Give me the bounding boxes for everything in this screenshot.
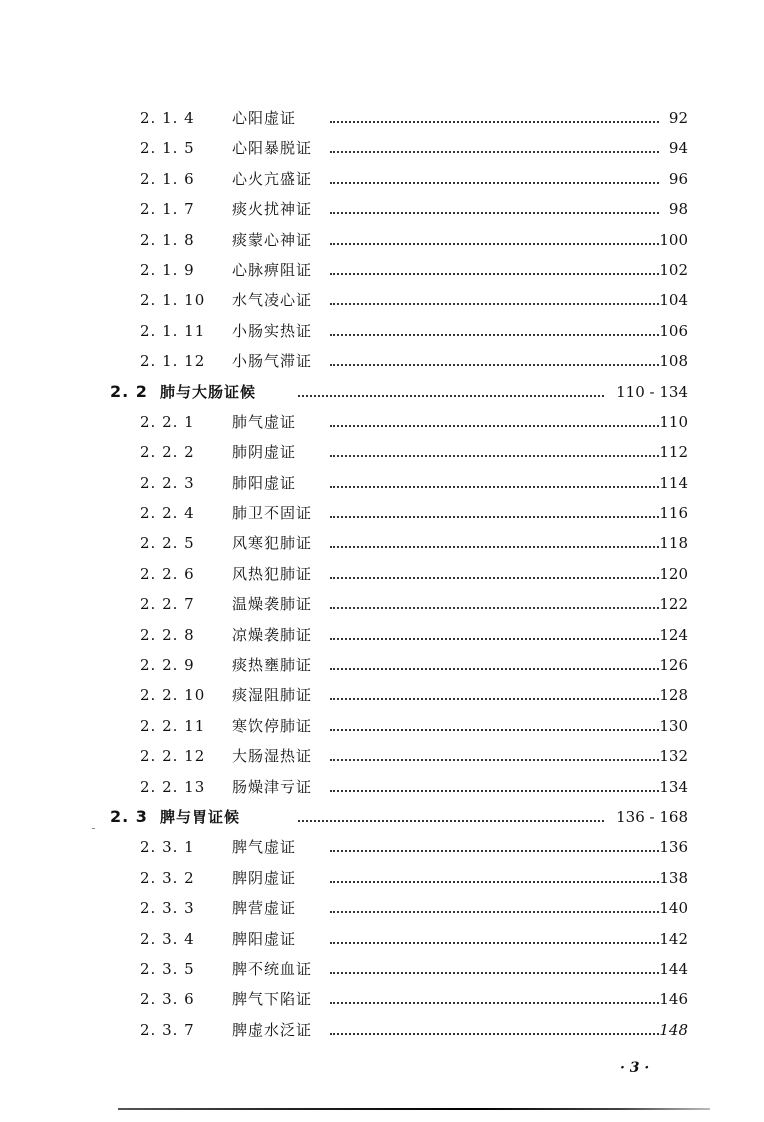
toc-entry-number: 2. 1. 6 [140, 169, 195, 188]
toc-entry-number: 2. 2. 7 [140, 595, 195, 614]
dot-leader [330, 182, 659, 184]
dot-leader [330, 790, 659, 792]
toc-entry [0, 772, 764, 802]
dot-leader [330, 151, 659, 153]
toc-entry-number: 2. 1. 10 [140, 291, 206, 310]
dot-leader [330, 607, 659, 609]
toc-entry-page: 124 [659, 625, 688, 644]
toc-entry-title: 肺阴虚证 [232, 443, 297, 462]
dot-leader [330, 850, 659, 852]
dot-leader [330, 334, 659, 336]
toc-entry-page: 110 - 134 [616, 382, 688, 401]
toc-entry-title: 肺卫不固证 [232, 504, 313, 523]
dot-leader [330, 425, 659, 427]
toc-entry-title: 小肠实热证 [232, 321, 313, 340]
toc-entry-number: 2. 2. 4 [140, 504, 195, 523]
dot-leader [330, 759, 659, 761]
toc-entry-title: 小肠气滞证 [232, 352, 313, 371]
toc-entry [0, 133, 764, 163]
toc-entry-page: 106 [659, 321, 688, 340]
toc-entry-page: 128 [659, 686, 688, 705]
toc-entry-title: 风热犯肺证 [232, 564, 313, 583]
toc-entry-page: 94 [668, 139, 688, 158]
toc-entry-title: 脾营虚证 [232, 899, 297, 918]
toc-entry-page: 112 [659, 443, 688, 462]
toc-entry-number: 2. 3. 3 [140, 899, 195, 918]
toc-entry-number: 2. 2. 5 [140, 534, 195, 553]
toc-entry-page: 146 [659, 990, 688, 1009]
toc-entry-page: 130 [659, 716, 688, 735]
toc-entry [0, 832, 764, 862]
toc-entry-number: 2. 1. 7 [140, 200, 195, 219]
toc-entry-number: 2. 3. 1 [140, 838, 195, 857]
toc-entry-page: 144 [659, 959, 688, 978]
toc-entry-title: 痰火扰神证 [232, 200, 313, 219]
toc-entry-number: 2. 3. 6 [140, 990, 195, 1009]
toc-entry-title: 痰湿阻肺证 [232, 686, 313, 705]
toc-entry-page: 148 [659, 1020, 688, 1039]
toc-entry [0, 1015, 764, 1045]
dot-leader [330, 212, 659, 214]
toc-entry-title: 脾不统血证 [232, 959, 313, 978]
bottom-rule [118, 1108, 710, 1110]
toc-entry [0, 528, 764, 558]
dot-leader [330, 364, 659, 366]
toc-entry [0, 285, 764, 315]
dot-leader [330, 729, 659, 731]
toc-entry-number: 2. 2. 10 [140, 686, 206, 705]
toc-entry-number: 2. 3. 7 [140, 1020, 195, 1039]
toc-entry-number: 2. 1. 12 [140, 352, 206, 371]
toc-entry [0, 346, 764, 376]
toc-entry-number: 2. 2. 8 [140, 625, 195, 644]
toc-entry-title: 大肠湿热证 [232, 747, 313, 766]
dot-leader [330, 486, 659, 488]
toc-entry [0, 924, 764, 954]
toc-entry-number: 2. 1. 9 [140, 260, 195, 279]
toc-entry [0, 650, 764, 680]
toc-entry-title: 脾气下陷证 [232, 990, 313, 1009]
toc-entry-page: 96 [668, 169, 688, 188]
toc-entry [0, 620, 764, 650]
toc-entry-number: 2. 3. 5 [140, 959, 195, 978]
toc-entry-title: 肠燥津亏证 [232, 777, 313, 796]
toc-entry-page: 92 [668, 109, 688, 127]
dot-leader [330, 911, 659, 913]
toc-entry [0, 437, 764, 467]
dot-leader [330, 942, 659, 944]
toc-entry-number: 2. 1. 5 [140, 139, 195, 158]
toc-entry-number: 2. 2. 9 [140, 656, 195, 675]
toc-entry-page: 136 - 168 [616, 807, 688, 826]
toc-entry [0, 893, 764, 923]
dot-leader [330, 881, 659, 883]
toc-entry-number: 2. 2. 12 [140, 747, 206, 766]
toc-entry-title: 脾气虚证 [232, 838, 297, 857]
toc-entry [0, 863, 764, 893]
dot-leader [298, 395, 604, 397]
dot-leader [330, 1002, 659, 1004]
toc-entry-title: 肺气虚证 [232, 412, 297, 431]
toc-entry-title: 心阳虚证 [232, 109, 297, 127]
toc-entry [0, 589, 764, 619]
toc-section-entry [0, 802, 764, 832]
toc-entry-number: 2. 3 [110, 806, 148, 826]
dot-leader [330, 121, 659, 123]
toc-entry-title: 脾与胃证候 [160, 807, 241, 826]
toc-entry-page: 118 [659, 534, 688, 553]
toc-section-entry [0, 377, 764, 407]
toc-entry-page: 120 [659, 564, 688, 583]
toc-entry [0, 194, 764, 224]
toc-entry-page: 142 [659, 929, 688, 948]
dot-leader [330, 303, 659, 305]
toc-entry [0, 984, 764, 1014]
toc-entry-title: 痰蒙心神证 [232, 230, 313, 249]
toc-entry-page: 114 [659, 473, 688, 492]
toc-entry-page: 132 [659, 747, 688, 766]
toc-entry-page: 100 [659, 230, 688, 249]
toc-entry-title: 寒饮停肺证 [232, 716, 313, 735]
toc-entry-page: 134 [659, 777, 688, 796]
toc-entry [0, 559, 764, 589]
toc-entry [0, 103, 764, 133]
toc-entry-page: 136 [659, 838, 688, 857]
toc-entry-title: 肺与大肠证候 [160, 382, 257, 401]
toc-entry [0, 407, 764, 437]
toc-entry [0, 255, 764, 285]
toc-entry-number: 2. 2. 3 [140, 473, 195, 492]
toc-entry-number: 2. 3. 4 [140, 929, 195, 948]
toc-entry [0, 468, 764, 498]
toc-entry-page: 108 [659, 352, 688, 371]
toc-entry-title: 脾虚水泛证 [232, 1020, 313, 1039]
toc-entry-title: 风寒犯肺证 [232, 534, 313, 553]
toc-entry [0, 164, 764, 194]
toc-entry-number: 2. 2. 11 [140, 716, 206, 735]
toc-entry [0, 225, 764, 255]
toc-entry-title: 水气凌心证 [232, 291, 313, 310]
dot-leader [330, 577, 659, 579]
toc-entry-number: 2. 1. 11 [140, 321, 206, 340]
toc-entry-number: 2. 1. 8 [140, 230, 195, 249]
toc-entry-number: 2. 2. 2 [140, 443, 195, 462]
toc-entry-title: 温燥袭肺证 [232, 595, 313, 614]
table-of-contents [0, 103, 764, 1045]
toc-entry [0, 498, 764, 528]
dot-leader [298, 820, 604, 822]
toc-entry-title: 脾阳虚证 [232, 929, 297, 948]
toc-entry-page: 98 [668, 200, 688, 219]
toc-entry-page: 104 [659, 291, 688, 310]
dot-leader [330, 698, 659, 700]
toc-entry-title: 肺阳虚证 [232, 473, 297, 492]
dot-leader [330, 546, 659, 548]
toc-entry-page: 140 [659, 899, 688, 918]
toc-entry-title: 痰热壅肺证 [232, 656, 313, 675]
toc-entry [0, 316, 764, 346]
dot-leader [330, 516, 659, 518]
toc-entry-title: 凉燥袭肺证 [232, 625, 313, 644]
page-number: · 3 · [620, 1060, 650, 1076]
toc-entry-number: 2. 2 [110, 381, 148, 401]
toc-entry-title: 心脉痹阻证 [232, 260, 313, 279]
dot-leader [330, 638, 659, 640]
toc-entry [0, 680, 764, 710]
toc-entry-number: 2. 2. 1 [140, 412, 195, 431]
dot-leader [330, 455, 659, 457]
toc-entry-page: 110 [659, 412, 688, 431]
dot-leader [330, 972, 659, 974]
toc-entry-number: 2. 3. 2 [140, 868, 195, 887]
toc-entry-page: 138 [659, 868, 688, 887]
toc-entry-page: 126 [659, 656, 688, 675]
toc-entry-number: 2. 2. 13 [140, 777, 206, 796]
toc-entry-number: 2. 1. 4 [140, 109, 195, 127]
toc-entry [0, 711, 764, 741]
toc-entry-page: 116 [659, 504, 688, 523]
toc-entry-page: 122 [659, 595, 688, 614]
toc-entry-title: 脾阴虚证 [232, 868, 297, 887]
dot-leader [330, 273, 659, 275]
toc-entry-page: 102 [659, 260, 688, 279]
toc-entry-title: 心火亢盛证 [232, 169, 313, 188]
dot-leader [330, 668, 659, 670]
margin-mark [92, 828, 95, 829]
toc-entry-title: 心阳暴脱证 [232, 139, 313, 158]
toc-entry [0, 954, 764, 984]
dot-leader [330, 1033, 659, 1035]
dot-leader [330, 243, 659, 245]
toc-entry-number: 2. 2. 6 [140, 564, 195, 583]
toc-entry [0, 741, 764, 771]
